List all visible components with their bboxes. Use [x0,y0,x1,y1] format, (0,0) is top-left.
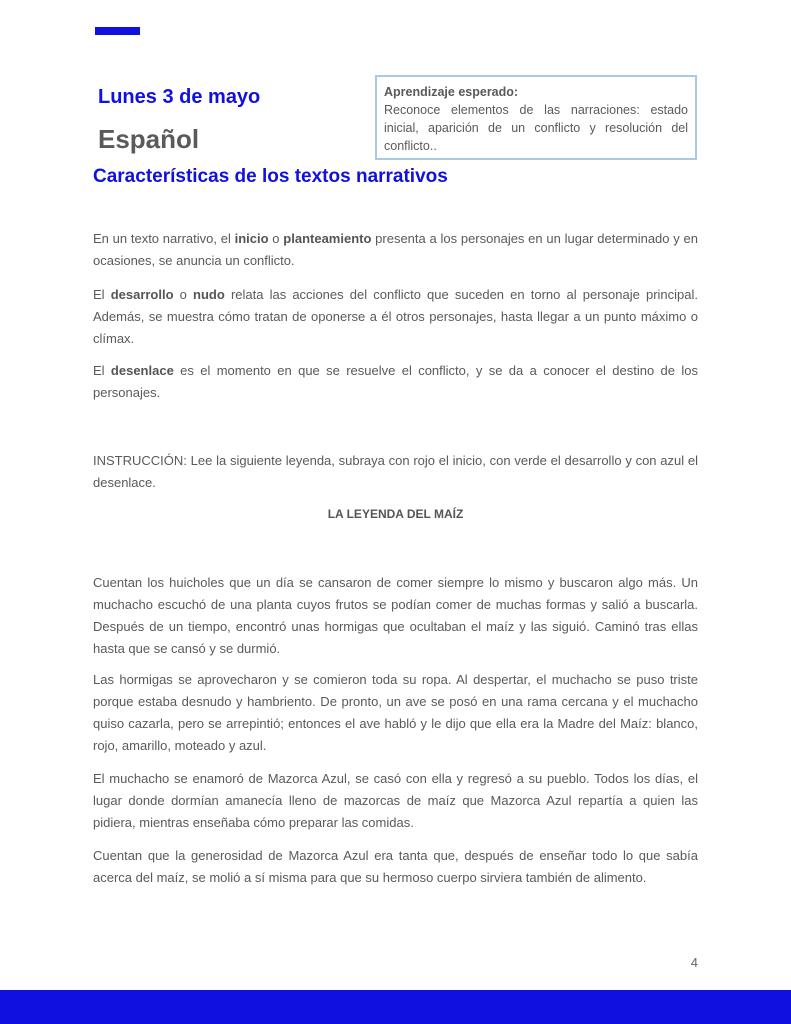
term-inicio: inicio [234,231,269,246]
learning-objective-text: Reconoce elementos de las narraciones: estado inicial, aparición de un conflicto y resolución del conflicto.. [384,103,688,153]
learning-objective-title: Aprendizaje esperado: [384,85,519,99]
term-nudo: nudo [193,287,225,302]
term-planteamiento: planteamiento [283,231,372,246]
intro-paragraph-desenlace: El desenlace es el momento en que se resuelve el conflicto, y se da a conocer el destino de los personajes. [93,363,698,400]
footer-bar [0,990,791,1024]
intro-paragraph-desarrollo: El desarrollo o nudo relata las acciones del conflicto que suceden en torno al personaje principal. Además, se muestra cómo tratan de oponerse a él otros personajes, hasta llegar a un punto máximo o clímax. [93,287,698,346]
legend-paragraph: Las hormigas se aprovecharon y se comieron toda su ropa. Al despertar, el muchacho se puso triste porque estaba desnudo y hambriento. De pronto, un ave se posó en una rama cercana y el muchacho quiso cazarla, pero se arrepintió; entonces el ave habló y le dijo que ella era la Madre del Maíz: blanco, rojo, amarillo, moteado y azul. [93,672,698,753]
legend-title: LA LEYENDA DEL MAÍZ [327,507,464,521]
intro-paragraph-inicio: En un texto narrativo, el inicio o planteamiento presenta a los personajes en un lugar determinado y en ocasiones, se anuncia un conflicto. [93,231,698,268]
legend-paragraph: El muchacho se enamoró de Mazorca Azul, se casó con ella y regresó a su pueblo. Todos los días, el lugar donde dormían amanecía lleno de mazorcas de maíz que Mazorca Azul repartía a quien las pidiera, mientras enseñaba cómo preparar las comidas. [93,771,698,830]
section-title: Características de los textos narrativos [93,166,448,187]
instruction-text: INSTRUCCIÓN: Lee la siguiente leyenda, subraya con rojo el inicio, con verde el desarrollo y con azul el desenlace. [93,453,698,490]
term-desenlace: desenlace [110,363,174,378]
learning-objective-box [375,75,697,160]
top-accent-bar [95,27,140,35]
subject-title: Español [98,124,200,154]
page-date: Lunes 3 de mayo [98,86,261,108]
term-desarrollo: desarrollo [110,287,174,302]
legend-paragraph: Cuentan que la generosidad de Mazorca Azul era tanta que, después de enseñar todo lo que sabía acerca del maíz, se molió a sí misma para que su hermoso cuerpo sirviera también de alimento. [93,848,698,885]
legend-paragraph: Cuentan los huicholes que un día se cansaron de comer siempre lo mismo y buscaron algo más. Un muchacho escuchó de una planta cuyos frutos se podían comer de muchas formas y salió a buscarla. Después de un tiempo, encontró unas hormigas que ocultaban el maíz y las siguió. Caminó tras ellas hasta que se cansó y se durmió. [93,575,698,656]
page-number: 4 [690,955,698,970]
